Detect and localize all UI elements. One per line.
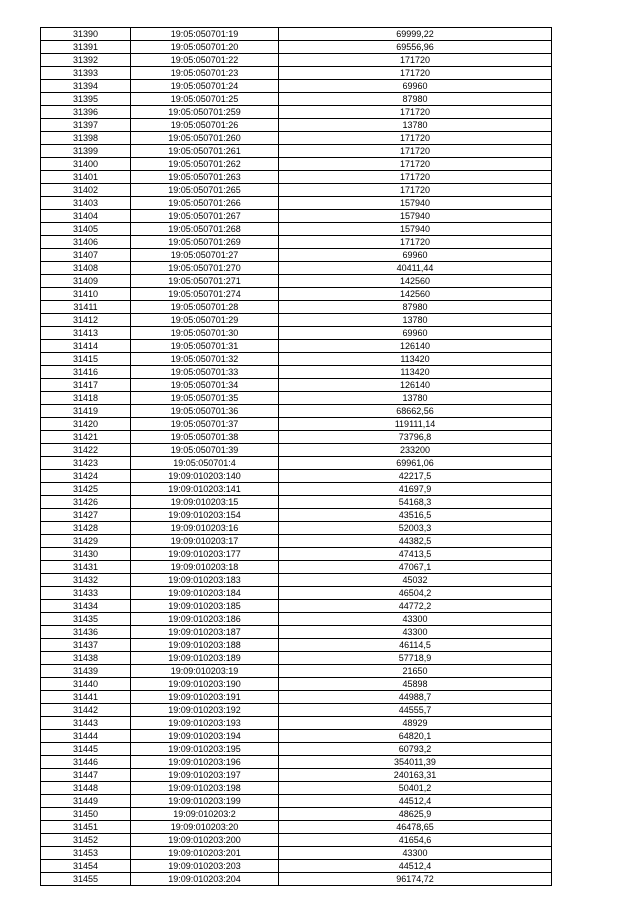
row-number-cell: 31415 [41,353,131,366]
row-number-cell: 31420 [41,418,131,431]
value-cell: 113420 [279,366,552,379]
value-cell: 45898 [279,678,552,691]
value-cell: 21650 [279,665,552,678]
table-row [41,730,552,743]
value-cell: 171720 [279,54,552,67]
table-row [41,860,552,873]
table-row [41,639,552,652]
table-row [41,613,552,626]
cadastral-number-cell: 19:09:010203:16 [131,522,279,535]
table-row [41,353,552,366]
row-number-cell: 31445 [41,743,131,756]
value-cell: 42217,5 [279,470,552,483]
row-number-cell: 31446 [41,756,131,769]
row-number-cell: 31429 [41,535,131,548]
value-cell: 119111,14 [279,418,552,431]
row-number-cell: 31428 [41,522,131,535]
table-row [41,223,552,236]
cadastral-number-cell: 19:05:050701:265 [131,184,279,197]
cadastral-number-cell: 19:09:010203:191 [131,691,279,704]
table-row [41,119,552,132]
value-cell: 69960 [279,327,552,340]
row-number-cell: 31412 [41,314,131,327]
cadastral-number-cell: 19:05:050701:31 [131,340,279,353]
table-row [41,132,552,145]
row-number-cell: 31410 [41,288,131,301]
cadastral-number-cell: 19:05:050701:268 [131,223,279,236]
table-body [41,28,552,886]
cadastral-number-cell: 19:09:010203:193 [131,717,279,730]
cadastral-number-cell: 19:05:050701:32 [131,353,279,366]
table-row [41,847,552,860]
table-row [41,756,552,769]
value-cell: 57718,9 [279,652,552,665]
row-number-cell: 31395 [41,93,131,106]
cadastral-number-cell: 19:09:010203:185 [131,600,279,613]
cadastral-number-cell: 19:09:010203:203 [131,860,279,873]
value-cell: 46478,65 [279,821,552,834]
row-number-cell: 31442 [41,704,131,717]
value-cell: 44382,5 [279,535,552,548]
row-number-cell: 31430 [41,548,131,561]
table-row [41,275,552,288]
cadastral-number-cell: 19:05:050701:23 [131,67,279,80]
table-row [41,288,552,301]
cadastral-number-cell: 19:05:050701:261 [131,145,279,158]
value-cell: 69961,06 [279,457,552,470]
value-cell: 69960 [279,249,552,262]
cadastral-number-cell: 19:09:010203:2 [131,808,279,821]
row-number-cell: 31397 [41,119,131,132]
row-number-cell: 31404 [41,210,131,223]
row-number-cell: 31441 [41,691,131,704]
row-number-cell: 31399 [41,145,131,158]
cadastral-number-cell: 19:09:010203:188 [131,639,279,652]
cadastral-number-cell: 19:09:010203:140 [131,470,279,483]
row-number-cell: 31454 [41,860,131,873]
cadastral-number-cell: 19:05:050701:34 [131,379,279,392]
row-number-cell: 31437 [41,639,131,652]
table-row [41,587,552,600]
table-row [41,418,552,431]
row-number-cell: 31451 [41,821,131,834]
value-cell: 13780 [279,119,552,132]
data-table [40,27,552,886]
value-cell: 48625,9 [279,808,552,821]
row-number-cell: 31416 [41,366,131,379]
cadastral-number-cell: 19:05:050701:274 [131,288,279,301]
row-number-cell: 31452 [41,834,131,847]
table-row [41,340,552,353]
cadastral-number-cell: 19:05:050701:263 [131,171,279,184]
value-cell: 43300 [279,847,552,860]
value-cell: 54168,3 [279,496,552,509]
row-number-cell: 31425 [41,483,131,496]
cadastral-number-cell: 19:09:010203:141 [131,483,279,496]
row-number-cell: 31392 [41,54,131,67]
table-row [41,652,552,665]
row-number-cell: 31393 [41,67,131,80]
table-row [41,392,552,405]
value-cell: 87980 [279,301,552,314]
value-cell: 171720 [279,184,552,197]
row-number-cell: 31409 [41,275,131,288]
table-row [41,54,552,67]
cadastral-number-cell: 19:09:010203:196 [131,756,279,769]
row-number-cell: 31436 [41,626,131,639]
cadastral-number-cell: 19:05:050701:37 [131,418,279,431]
value-cell: 69999,22 [279,28,552,41]
table-row [41,158,552,171]
cadastral-number-cell: 19:05:050701:269 [131,236,279,249]
table-row [41,717,552,730]
cadastral-number-cell: 19:09:010203:201 [131,847,279,860]
table-row [41,301,552,314]
value-cell: 43300 [279,613,552,626]
row-number-cell: 31394 [41,80,131,93]
table-row [41,834,552,847]
value-cell: 142560 [279,275,552,288]
cadastral-number-cell: 19:05:050701:27 [131,249,279,262]
value-cell: 240163,31 [279,769,552,782]
cadastral-number-cell: 19:09:010203:17 [131,535,279,548]
row-number-cell: 31407 [41,249,131,262]
value-cell: 142560 [279,288,552,301]
cadastral-number-cell: 19:09:010203:177 [131,548,279,561]
table-row [41,808,552,821]
table-row [41,795,552,808]
value-cell: 46114,5 [279,639,552,652]
table-row [41,210,552,223]
table-row [41,106,552,119]
value-cell: 43516,5 [279,509,552,522]
row-number-cell: 31390 [41,28,131,41]
row-number-cell: 31432 [41,574,131,587]
row-number-cell: 31396 [41,106,131,119]
row-number-cell: 31406 [41,236,131,249]
row-number-cell: 31434 [41,600,131,613]
table-row [41,457,552,470]
row-number-cell: 31419 [41,405,131,418]
table-row [41,743,552,756]
cadastral-number-cell: 19:05:050701:4 [131,457,279,470]
row-number-cell: 31435 [41,613,131,626]
table-row [41,483,552,496]
row-number-cell: 31398 [41,132,131,145]
row-number-cell: 31391 [41,41,131,54]
cadastral-number-cell: 19:05:050701:30 [131,327,279,340]
cadastral-number-cell: 19:05:050701:271 [131,275,279,288]
cadastral-number-cell: 19:09:010203:198 [131,782,279,795]
value-cell: 233200 [279,444,552,457]
row-number-cell: 31423 [41,457,131,470]
table-row [41,405,552,418]
cadastral-number-cell: 19:09:010203:197 [131,769,279,782]
value-cell: 13780 [279,314,552,327]
row-number-cell: 31411 [41,301,131,314]
row-number-cell: 31448 [41,782,131,795]
table-row [41,431,552,444]
cadastral-number-cell: 19:05:050701:262 [131,158,279,171]
cadastral-number-cell: 19:05:050701:266 [131,197,279,210]
row-number-cell: 31402 [41,184,131,197]
row-number-cell: 31418 [41,392,131,405]
table-row [41,41,552,54]
value-cell: 171720 [279,145,552,158]
cadastral-number-cell: 19:09:010203:195 [131,743,279,756]
table-row [41,444,552,457]
row-number-cell: 31449 [41,795,131,808]
table-row [41,366,552,379]
cadastral-number-cell: 19:09:010203:184 [131,587,279,600]
value-cell: 171720 [279,132,552,145]
row-number-cell: 31444 [41,730,131,743]
row-number-cell: 31438 [41,652,131,665]
cadastral-number-cell: 19:05:050701:33 [131,366,279,379]
table-row [41,509,552,522]
value-cell: 40411,44 [279,262,552,275]
cadastral-number-cell: 19:05:050701:28 [131,301,279,314]
cadastral-number-cell: 19:05:050701:39 [131,444,279,457]
cadastral-number-cell: 19:05:050701:35 [131,392,279,405]
value-cell: 47413,5 [279,548,552,561]
cadastral-number-cell: 19:09:010203:204 [131,873,279,886]
cadastral-number-cell: 19:05:050701:24 [131,80,279,93]
cadastral-number-cell: 19:09:010203:187 [131,626,279,639]
cadastral-number-cell: 19:09:010203:200 [131,834,279,847]
cadastral-number-cell: 19:05:050701:259 [131,106,279,119]
row-number-cell: 31424 [41,470,131,483]
row-number-cell: 31450 [41,808,131,821]
row-number-cell: 31422 [41,444,131,457]
row-number-cell: 31401 [41,171,131,184]
table-row [41,535,552,548]
value-cell: 41697,9 [279,483,552,496]
row-number-cell: 31453 [41,847,131,860]
cadastral-number-cell: 19:09:010203:20 [131,821,279,834]
table-row [41,769,552,782]
value-cell: 171720 [279,158,552,171]
value-cell: 43300 [279,626,552,639]
table-row [41,145,552,158]
cadastral-number-cell: 19:09:010203:18 [131,561,279,574]
table-row [41,496,552,509]
table-row [41,249,552,262]
value-cell: 46504,2 [279,587,552,600]
table-row [41,197,552,210]
table-row [41,379,552,392]
table-row [41,782,552,795]
cadastral-number-cell: 19:09:010203:199 [131,795,279,808]
cadastral-number-cell: 19:05:050701:19 [131,28,279,41]
row-number-cell: 31400 [41,158,131,171]
cadastral-number-cell: 19:05:050701:260 [131,132,279,145]
row-number-cell: 31440 [41,678,131,691]
row-number-cell: 31443 [41,717,131,730]
value-cell: 171720 [279,171,552,184]
table-row [41,600,552,613]
table-row [41,678,552,691]
cadastral-number-cell: 19:09:010203:190 [131,678,279,691]
value-cell: 44555,7 [279,704,552,717]
cadastral-number-cell: 19:05:050701:26 [131,119,279,132]
row-number-cell: 31427 [41,509,131,522]
value-cell: 64820,1 [279,730,552,743]
table-row [41,561,552,574]
row-number-cell: 31439 [41,665,131,678]
row-number-cell: 31455 [41,873,131,886]
table-row [41,184,552,197]
value-cell: 52003,3 [279,522,552,535]
cadastral-number-cell: 19:05:050701:22 [131,54,279,67]
value-cell: 41654,6 [279,834,552,847]
cadastral-number-cell: 19:05:050701:25 [131,93,279,106]
row-number-cell: 31447 [41,769,131,782]
value-cell: 171720 [279,67,552,80]
value-cell: 68662,56 [279,405,552,418]
cadastral-number-cell: 19:05:050701:270 [131,262,279,275]
value-cell: 87980 [279,93,552,106]
cadastral-number-cell: 19:09:010203:192 [131,704,279,717]
value-cell: 157940 [279,210,552,223]
table-row [41,314,552,327]
cadastral-number-cell: 19:09:010203:19 [131,665,279,678]
table-row [41,236,552,249]
table-row [41,548,552,561]
table-row [41,704,552,717]
value-cell: 47067,1 [279,561,552,574]
value-cell: 96174,72 [279,873,552,886]
table-row [41,821,552,834]
cadastral-number-cell: 19:09:010203:189 [131,652,279,665]
cadastral-number-cell: 19:09:010203:154 [131,509,279,522]
table-row [41,873,552,886]
row-number-cell: 31408 [41,262,131,275]
table-row [41,80,552,93]
row-number-cell: 31414 [41,340,131,353]
value-cell: 13780 [279,392,552,405]
value-cell: 69960 [279,80,552,93]
row-number-cell: 31417 [41,379,131,392]
row-number-cell: 31421 [41,431,131,444]
value-cell: 44988,7 [279,691,552,704]
table-row [41,522,552,535]
table-row [41,626,552,639]
row-number-cell: 31426 [41,496,131,509]
value-cell: 48929 [279,717,552,730]
cadastral-number-cell: 19:09:010203:15 [131,496,279,509]
value-cell: 60793,2 [279,743,552,756]
table-row [41,262,552,275]
value-cell: 44772,2 [279,600,552,613]
table-row [41,171,552,184]
table-row [41,574,552,587]
table-row [41,665,552,678]
table-row [41,28,552,41]
cadastral-number-cell: 19:09:010203:186 [131,613,279,626]
table-row [41,327,552,340]
row-number-cell: 31403 [41,197,131,210]
value-cell: 354011,39 [279,756,552,769]
value-cell: 157940 [279,197,552,210]
cadastral-number-cell: 19:05:050701:36 [131,405,279,418]
row-number-cell: 31413 [41,327,131,340]
cadastral-number-cell: 19:09:010203:183 [131,574,279,587]
value-cell: 69556,96 [279,41,552,54]
cadastral-number-cell: 19:09:010203:194 [131,730,279,743]
value-cell: 44512,4 [279,860,552,873]
cadastral-number-cell: 19:05:050701:267 [131,210,279,223]
table-row [41,93,552,106]
value-cell: 45032 [279,574,552,587]
table-row [41,470,552,483]
value-cell: 171720 [279,236,552,249]
value-cell: 126140 [279,379,552,392]
value-cell: 44512,4 [279,795,552,808]
table-row [41,691,552,704]
value-cell: 157940 [279,223,552,236]
value-cell: 113420 [279,353,552,366]
table-row [41,67,552,80]
row-number-cell: 31405 [41,223,131,236]
value-cell: 126140 [279,340,552,353]
value-cell: 171720 [279,106,552,119]
value-cell: 73796,8 [279,431,552,444]
cadastral-number-cell: 19:05:050701:20 [131,41,279,54]
value-cell: 50401,2 [279,782,552,795]
row-number-cell: 31433 [41,587,131,600]
cadastral-number-cell: 19:05:050701:29 [131,314,279,327]
cadastral-number-cell: 19:05:050701:38 [131,431,279,444]
row-number-cell: 31431 [41,561,131,574]
